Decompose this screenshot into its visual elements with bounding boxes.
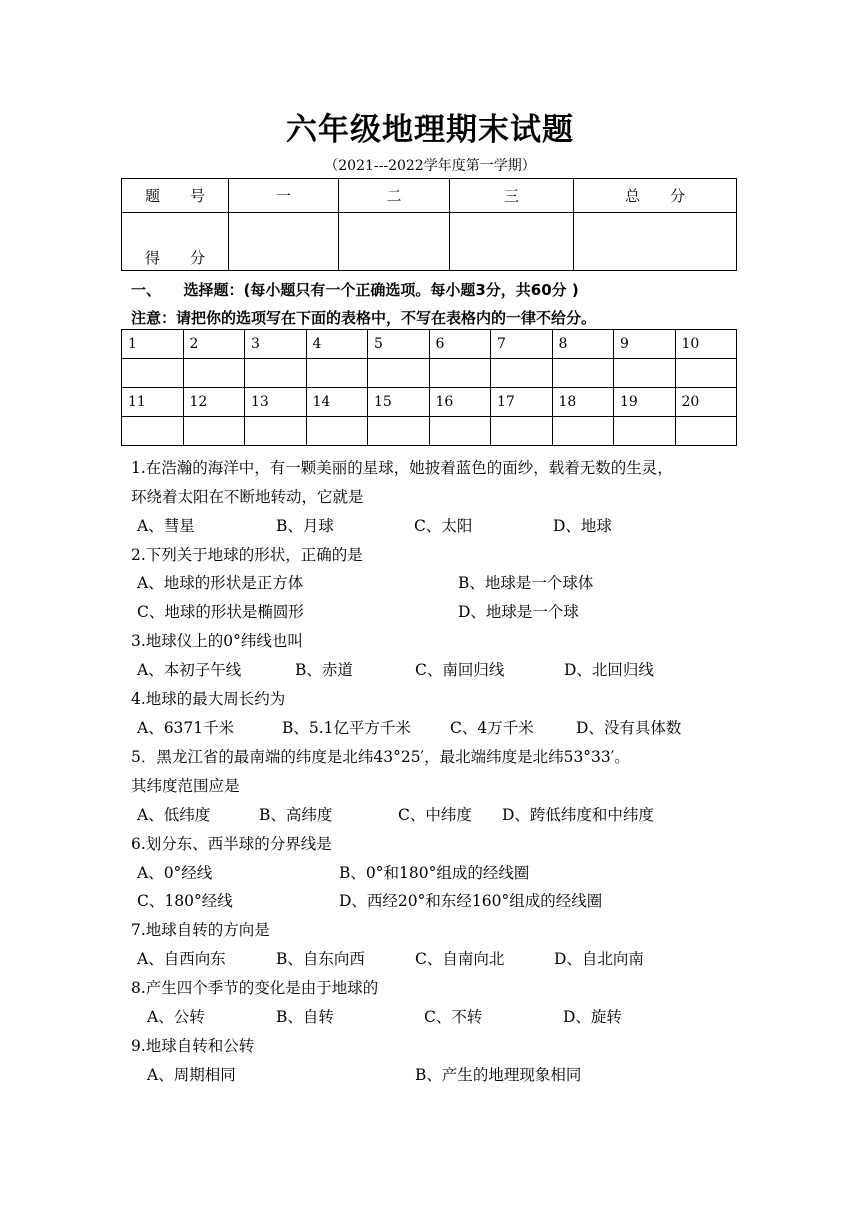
question-5-line-1: 5．黑龙江省的最南端的纬度是北纬43°25′，最北端纬度是北纬53°33′。	[131, 748, 630, 766]
answer-number: 11	[122, 388, 184, 417]
question-9-option-b[interactable]: B、产生的地理现象相同	[415, 1066, 582, 1084]
answer-cell[interactable]	[368, 417, 430, 446]
answer-number: 14	[306, 388, 368, 417]
question-1-option-d[interactable]: D、地球	[553, 517, 612, 535]
question-7-line-1: 7.地球自转的方向是	[131, 921, 270, 939]
question-6-option-d[interactable]: D、西经20°和东经160°组成的经线圈	[339, 892, 603, 910]
question-8-option-a[interactable]: A、公转	[147, 1008, 205, 1026]
question-8-line-1: 8.产生四个季节的变化是由于地球的	[131, 979, 379, 997]
answer-cell[interactable]	[122, 359, 184, 388]
answer-number: 4	[306, 330, 368, 359]
answer-number: 17	[491, 388, 553, 417]
question-1-line-2: 环绕着太阳在不断地转动，它就是	[131, 488, 364, 506]
score-cell-1[interactable]	[229, 213, 339, 271]
answer-number: 8	[552, 330, 614, 359]
answer-table	[121, 329, 737, 446]
question-8-option-b[interactable]: B、自转	[276, 1008, 334, 1026]
score-header-1: 一	[229, 179, 339, 213]
answer-number: 3	[245, 330, 307, 359]
answer-cell[interactable]	[429, 359, 491, 388]
question-2-option-d[interactable]: D、地球是一个球	[458, 603, 579, 621]
question-1-option-a[interactable]: A、彗星	[137, 517, 195, 535]
answer-cell[interactable]	[552, 359, 614, 388]
answer-number: 5	[368, 330, 430, 359]
score-row-label: 得 分	[122, 213, 229, 271]
question-7-option-d[interactable]: D、自北向南	[554, 950, 644, 968]
question-3-option-b[interactable]: B、赤道	[295, 661, 353, 679]
question-9-line-1: 9.地球自转和公转	[131, 1037, 255, 1055]
question-7-option-a[interactable]: A、自西向东	[137, 950, 226, 968]
answer-number: 9	[614, 330, 676, 359]
answer-number: 12	[183, 388, 245, 417]
question-7-option-b[interactable]: B、自东向西	[276, 950, 365, 968]
question-3-option-a[interactable]: A、本初子午线	[137, 661, 242, 679]
question-9-option-a[interactable]: A、周期相同	[147, 1066, 236, 1084]
question-1-option-c[interactable]: C、太阳	[414, 517, 473, 535]
answer-number: 18	[552, 388, 614, 417]
score-header-2: 二	[339, 179, 450, 213]
question-2-line-1: 2.下列关于地球的形状，正确的是	[131, 546, 363, 564]
answer-cell[interactable]	[491, 417, 553, 446]
question-7-option-c[interactable]: C、自南向北	[415, 950, 505, 968]
section1-heading: 一、 选择题：(每小题只有一个正确选项。每小题3分，共60分 )	[131, 281, 579, 299]
question-1-line-1: 1.在浩瀚的海洋中，有一颗美丽的星球，她披着蓝色的面纱，载着无数的生灵，	[131, 459, 673, 477]
answer-cell[interactable]	[675, 359, 737, 388]
answer-cell[interactable]	[183, 417, 245, 446]
question-4-option-d[interactable]: D、没有具体数	[576, 719, 682, 737]
answer-cell[interactable]	[306, 359, 368, 388]
answer-cell[interactable]	[552, 417, 614, 446]
score-header-total: 总 分	[574, 179, 737, 213]
question-3-option-c[interactable]: C、南回归线	[415, 661, 505, 679]
score-cell-total[interactable]	[574, 213, 737, 271]
question-6-option-c[interactable]: C、180°经线	[137, 892, 233, 910]
answer-number: 19	[614, 388, 676, 417]
answer-cell[interactable]	[614, 417, 676, 446]
exam-subtitle: （2021---2022学年度第一学期）	[324, 158, 536, 174]
question-2-option-a[interactable]: A、地球的形状是正方体	[137, 574, 304, 592]
answer-cell[interactable]	[306, 417, 368, 446]
answer-cell[interactable]	[122, 417, 184, 446]
question-5-option-d[interactable]: D、跨低纬度和中纬度	[502, 806, 654, 824]
question-5-option-c[interactable]: C、中纬度	[398, 806, 472, 824]
answer-cell[interactable]	[245, 417, 307, 446]
question-3-line-1: 3.地球仪上的0°纬线也叫	[131, 632, 303, 650]
question-5-option-b[interactable]: B、高纬度	[259, 806, 333, 824]
answer-number: 7	[491, 330, 553, 359]
answer-number: 6	[429, 330, 491, 359]
question-4-option-a[interactable]: A、6371千米	[137, 719, 235, 737]
question-4-option-b[interactable]: B、5.1亿平方千米	[282, 719, 412, 737]
answer-number: 20	[675, 388, 737, 417]
exam-title: 六年级地理期末试题	[286, 112, 574, 148]
question-1-option-b[interactable]: B、月球	[276, 517, 334, 535]
answer-number: 16	[429, 388, 491, 417]
question-4-line-1: 4.地球的最大周长约为	[131, 690, 286, 708]
score-table	[121, 178, 737, 271]
question-2-option-b[interactable]: B、地球是一个球体	[458, 574, 594, 592]
answer-cell[interactable]	[429, 417, 491, 446]
score-header-label: 题 号	[122, 179, 229, 213]
question-6-option-b[interactable]: B、0°和180°组成的经线圈	[339, 864, 530, 882]
answer-number: 15	[368, 388, 430, 417]
question-8-option-d[interactable]: D、旋转	[563, 1008, 622, 1026]
score-cell-2[interactable]	[339, 213, 450, 271]
answer-cell[interactable]	[614, 359, 676, 388]
question-6-line-1: 6.划分东、西半球的分界线是	[131, 835, 332, 853]
answer-cell[interactable]	[491, 359, 553, 388]
question-3-option-d[interactable]: D、北回归线	[564, 661, 654, 679]
answer-number: 13	[245, 388, 307, 417]
question-5-line-2: 其纬度范围应是	[131, 777, 240, 795]
answer-cell[interactable]	[675, 417, 737, 446]
answer-number: 10	[675, 330, 737, 359]
question-5-option-a[interactable]: A、低纬度	[137, 806, 211, 824]
question-2-option-c[interactable]: C、地球的形状是椭圆形	[137, 603, 304, 621]
answer-cell[interactable]	[183, 359, 245, 388]
answer-cell[interactable]	[368, 359, 430, 388]
question-4-option-c[interactable]: C、4万千米	[450, 719, 534, 737]
answer-number: 2	[183, 330, 245, 359]
section1-note: 注意：请把你的选项写在下面的表格中，不写在表格内的一律不给分。	[131, 309, 597, 327]
score-header-3: 三	[450, 179, 574, 213]
answer-number: 1	[122, 330, 184, 359]
score-cell-3[interactable]	[450, 213, 574, 271]
question-8-option-c[interactable]: C、不转	[424, 1008, 483, 1026]
question-6-option-a[interactable]: A、0°经线	[137, 864, 213, 882]
answer-cell[interactable]	[245, 359, 307, 388]
